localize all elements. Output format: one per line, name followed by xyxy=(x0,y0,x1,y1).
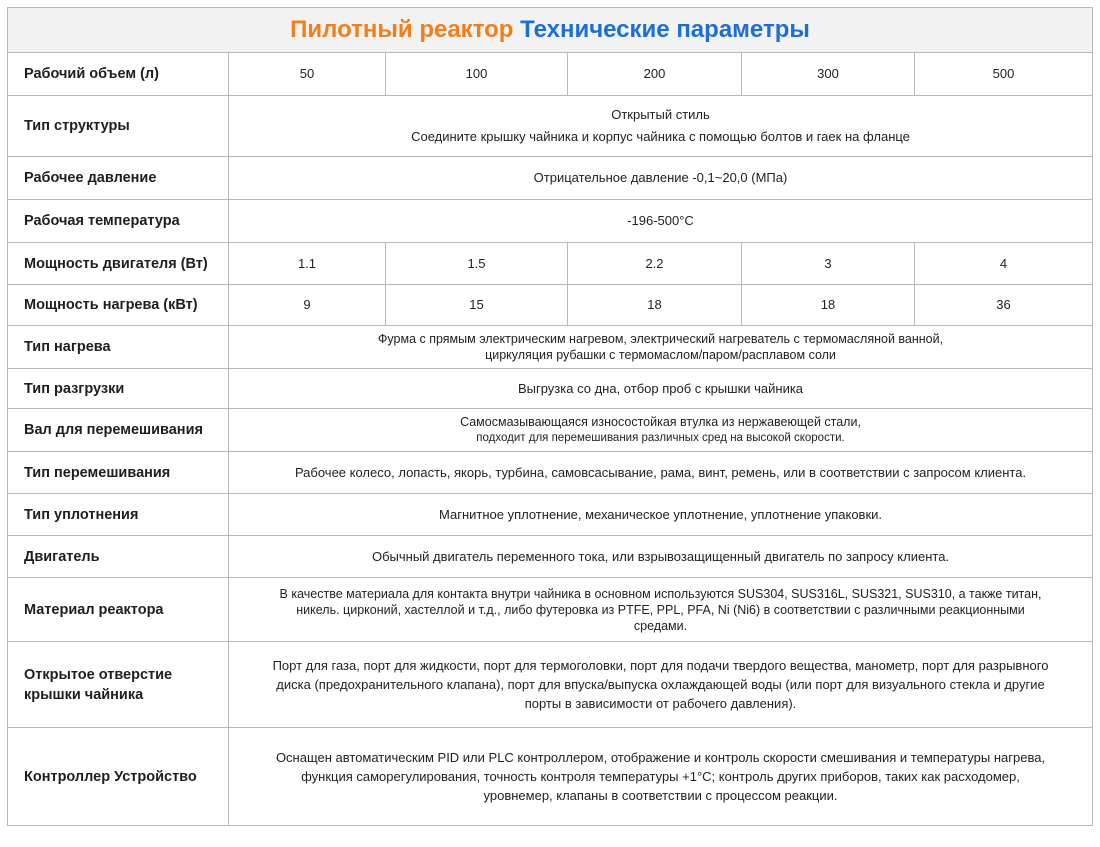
page-title xyxy=(8,8,1093,53)
row-heating-type xyxy=(8,326,1093,369)
row-label: Тип нагрева xyxy=(8,326,229,369)
row-structure xyxy=(8,96,1093,157)
title-part-2: Технические параметры xyxy=(520,16,810,43)
row-label: Рабочий объем (л) xyxy=(8,53,229,96)
cell-value xyxy=(229,409,1093,452)
cell-value: 9 xyxy=(229,285,386,326)
cell-value: 1.5 xyxy=(386,243,568,285)
cell-line: Оснащен автоматическим PID или PLC контроллером, отображение и контроль скорости смешивания и температуры нагрева, xyxy=(275,749,1046,765)
cell-line: никель. цирконий, хастеллой и т.д., либо футеровка из PTFE, PPL, PFA, Ni (Ni6) в соответствии с различными реакционными xyxy=(296,602,1025,617)
row-shaft xyxy=(8,409,1093,452)
cell-value: -196-500°C xyxy=(229,200,1093,243)
row-label: Двигатель xyxy=(8,536,229,578)
cell-line: Фурма с прямым электрическим нагревом, электрический нагреватель с термомасляной ванной, xyxy=(377,332,944,346)
cell-value: 3 xyxy=(742,243,915,285)
cell-value: 36 xyxy=(915,285,1093,326)
row-label: Контроллер Устройство xyxy=(8,728,229,826)
spec-table-container xyxy=(7,7,1092,826)
cell-value xyxy=(229,326,1093,369)
cell-line: Самосмазывающаяся износостойкая втулка из нержавеющей стали, xyxy=(460,415,861,429)
cell-value: 18 xyxy=(742,285,915,326)
cell-line: диска (предохранительного клапана), порт для впуска/выпуска охлаждающей воды (или порт для визуального стекла и другие xyxy=(276,676,1045,692)
row-engine xyxy=(8,536,1093,578)
cell-value xyxy=(229,96,1093,157)
cell-line: В качестве материала для контакта внутри чайника в основном используются SUS304, SUS316L, SUS321, SUS310, а также титан, xyxy=(279,586,1042,601)
row-motor-power xyxy=(8,243,1093,285)
cell-value: 18 xyxy=(568,285,742,326)
cell-line: функция саморегулирования, точность контроля температуры +1°C; контроль других приборов, таких как расходомер, xyxy=(301,768,1020,784)
cell-value: 500 xyxy=(915,53,1093,96)
row-volume xyxy=(8,53,1093,96)
row-label: Материал реактора xyxy=(8,578,229,642)
cell-value: Магнитное уплотнение, механическое уплотнение, уплотнение упаковки. xyxy=(229,494,1093,536)
cell-value: 300 xyxy=(742,53,915,96)
cell-value xyxy=(229,578,1093,642)
row-label: Тип уплотнения xyxy=(8,494,229,536)
row-label: Тип перемешивания xyxy=(8,452,229,494)
cell-value: 2.2 xyxy=(568,243,742,285)
cell-value xyxy=(229,728,1093,826)
cell-line: циркуляция рубашки с термомаслом/паром/расплавом соли xyxy=(485,348,836,362)
row-label: Рабочее давление xyxy=(8,157,229,200)
cell-line: уровнемер, клапаны в соответствии с процессом реакции. xyxy=(483,787,838,803)
cell-value: Обычный двигатель переменного тока, или взрывозащищенный двигатель по запросу клиента. xyxy=(229,536,1093,578)
row-opening xyxy=(8,642,1093,728)
title-row xyxy=(8,8,1093,53)
cell-value: Выгрузка со дна, отбор проб с крышки чайника xyxy=(229,369,1093,409)
cell-line: порты в зависимости от рабочего давления). xyxy=(524,695,797,711)
row-heating-power xyxy=(8,285,1093,326)
row-label: Мощность двигателя (Вт) xyxy=(8,243,229,285)
row-pressure xyxy=(8,157,1093,200)
cell-value: 100 xyxy=(386,53,568,96)
row-controller xyxy=(8,728,1093,826)
cell-line: подходит для перемешивания различных сред на высокой скорости. xyxy=(476,432,845,444)
row-temperature xyxy=(8,200,1093,243)
cell-value: Рабочее колесо, лопасть, якорь, турбина, самовсасывание, рама, винт, ремень, или в соответствии с запросом клиента. xyxy=(229,452,1093,494)
cell-line: Порт для газа, порт для жидкости, порт для термоголовки, порт для подачи твердого вещества, манометр, порт для разрывного xyxy=(272,657,1049,673)
row-material xyxy=(8,578,1093,642)
row-label: Мощность нагрева (кВт) xyxy=(8,285,229,326)
cell-value: 4 xyxy=(915,243,1093,285)
title-part-1: Пилотный реактор xyxy=(290,16,514,43)
cell-value: 200 xyxy=(568,53,742,96)
row-label: Тип разгрузки xyxy=(8,369,229,409)
row-label: Рабочая температура xyxy=(8,200,229,243)
cell-value: 1.1 xyxy=(229,243,386,285)
cell-value xyxy=(229,642,1093,728)
row-label: Тип структуры xyxy=(8,96,229,157)
row-discharge xyxy=(8,369,1093,409)
cell-value: 15 xyxy=(386,285,568,326)
row-seal xyxy=(8,494,1093,536)
spec-table xyxy=(7,7,1093,826)
row-label: Открытое отверстие крышки чайника xyxy=(8,642,229,728)
row-label: Вал для перемешивания xyxy=(8,409,229,452)
cell-line: средами. xyxy=(633,618,688,633)
row-mixing xyxy=(8,452,1093,494)
cell-value: 50 xyxy=(229,53,386,96)
cell-line: Соедините крышку чайника и корпус чайника с помощью болтов и гаек на фланце xyxy=(411,129,910,144)
cell-value: Отрицательное давление -0,1~20,0 (МПа) xyxy=(229,157,1093,200)
cell-line: Открытый стиль xyxy=(611,107,710,122)
